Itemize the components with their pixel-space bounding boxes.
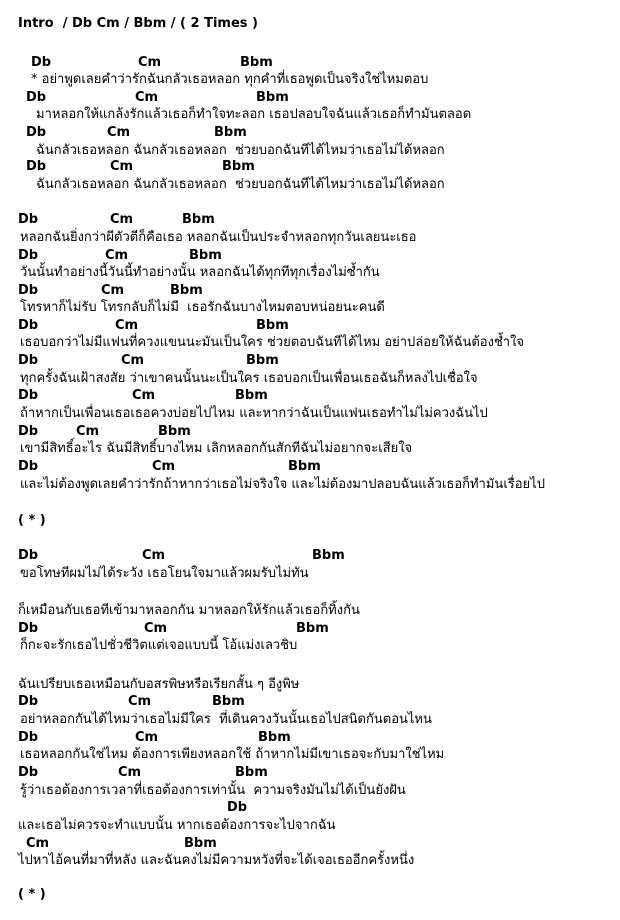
chord-line <box>0 799 620 816</box>
chord-label: Bbm <box>182 212 215 227</box>
chorus-marker-line <box>0 512 620 529</box>
chord-label: Bbm <box>246 353 279 368</box>
chord-line <box>0 89 620 106</box>
lyric-text: เธอบอกว่าไม่มีแฟนที่ควงแขนนะมันเป็นใคร ช่วยตอบฉันทีได้ไหม อย่าปล่อยให้ฉันต้องช้ำใจ <box>20 335 525 350</box>
lyric-line <box>0 711 620 728</box>
chord-label: Db <box>18 424 39 439</box>
chord-label: Cm <box>144 621 168 636</box>
chord-label: Db <box>18 318 39 333</box>
chord-label: Db <box>227 800 248 815</box>
chord-line <box>0 620 620 637</box>
chord-label: Bbm <box>184 836 217 851</box>
chord-label: Db <box>26 159 47 174</box>
lyric-text: วันนั้นทำอย่างนี้วันนี้ทำอย่างนั้น หลอกฉันได้ทุกทีทุกเรื่องไม่ซ้ำกัน <box>20 265 380 280</box>
chord-line <box>0 282 620 299</box>
chord-label: Bbm <box>296 621 329 636</box>
lyric-text: เธอหลอกกันใช่ไหม ต้องการเพียงหลอกใช้ ถ้าหากไม่มีเขาเธอจะกับมาใช่ไหม <box>20 747 445 762</box>
chord-label: Db <box>18 212 39 227</box>
chord-label: Cm <box>110 212 134 227</box>
lyric-line <box>0 676 620 693</box>
lyric-line <box>0 71 620 88</box>
lyric-text: รู้ว่าเธอต้องการเวลาที่เธอต้องการเท่านั้น ความจริงมันไม่ได้เป็นยังฝัน <box>20 783 406 798</box>
lyric-line <box>0 782 620 799</box>
lyric-line <box>0 476 620 493</box>
lyric-text: อย่าหลอกกันได้ไหมว่าเธอไม่มีใคร ที่เดินควงวันนั้นเธอไปสนิดกันตอนไหน <box>20 712 432 727</box>
lyric-line <box>0 637 620 654</box>
chord-label: Cm <box>138 55 162 70</box>
lyric-text: ฉันกลัวเธอหลอก ฉันกลัวเธอหลอก ช่วยบอกฉันทีได้ไหมว่าเธอไม่ได้หลอก <box>36 143 445 158</box>
lyric-line <box>0 370 620 387</box>
lyric-line <box>0 142 620 159</box>
chord-label: Bbm <box>212 694 245 709</box>
lyric-text: ก็กะจะรักเธอไปชั่วชีวิตแต่เจอแบบนี้ โอ้แม่งเลวชิบ <box>20 638 298 653</box>
chord-label: Cm <box>118 765 142 780</box>
chord-line <box>0 835 620 852</box>
lyric-text: เขามีสิทธิ์อะไร ฉันมีสิทธิ์บางไหม เลิกหลอกกันสักทีฉันไม่อยากจะเสียใจ <box>20 441 413 456</box>
chord-line <box>0 458 620 475</box>
chorus-marker-line <box>0 886 620 903</box>
lyric-line <box>0 229 620 246</box>
chord-label: Bbm <box>258 730 291 745</box>
lyric-text: โทรหาก็ไม่รับ โทรกลับก็ไม่มี เธอรักฉันบางไหมตอบหน่อยนะคนดี <box>20 300 385 315</box>
chord-line <box>0 352 620 369</box>
lyric-line <box>0 106 620 123</box>
chord-label: Bbm <box>288 459 321 474</box>
chorus-marker: ( * ) <box>18 887 46 902</box>
lyric-text: ขอโทษทีผมไม่ได้ระวัง เธอโยนใจมาแล้วผมรับไม่ทัน <box>20 566 309 581</box>
chord-label: Bbm <box>235 765 268 780</box>
chord-label: Db <box>18 388 39 403</box>
chord-label: Db <box>18 283 39 298</box>
chord-line <box>0 387 620 404</box>
chord-label: Cm <box>26 836 50 851</box>
lyric-text: ทุกครั้งฉันเฝ้าสงสัย ว่าเขาคนนั้นนะเป็นใคร เธอบอกเป็นเพื่อนเธอฉันก็หลงไปเชื่อใจ <box>20 371 478 386</box>
chord-label: Db <box>18 548 39 563</box>
chord-label: Bbm <box>189 248 222 263</box>
chord-label: Bbm <box>170 283 203 298</box>
chord-label: Db <box>18 459 39 474</box>
chord-line <box>0 124 620 141</box>
chord-label: Bbm <box>158 424 191 439</box>
chord-label: Bbm <box>235 388 268 403</box>
chorus-marker: ( * ) <box>18 513 46 528</box>
chord-label: Db <box>18 765 39 780</box>
lyric-text: ฉันกลัวเธอหลอก ฉันกลัวเธอหลอก ช่วยบอกฉันทีได้ไหมว่าเธอไม่ได้หลอก <box>36 177 445 192</box>
lyric-line <box>0 334 620 351</box>
chord-label: Cm <box>135 730 159 745</box>
lyric-line <box>0 852 620 869</box>
lyric-text: ฉันเปรียบเธอเหมือนกับอสรพิษหรือเรียกสั้น ๆ อีงูพิษ <box>18 677 300 692</box>
lyric-line <box>0 565 620 582</box>
lyric-text: และไม่ต้องพูดเลยคำว่ารักถ้าหากว่าเธอไม่จริงใจ และไม่ต้องมาปลอบฉันแล้วเธอก็ทำมันเรื่อยไป <box>20 477 545 492</box>
lyric-line <box>0 405 620 422</box>
chord-label: Bbm <box>256 318 289 333</box>
chord-label: Db <box>31 55 52 70</box>
chord-label: Cm <box>105 248 129 263</box>
chord-label: Cm <box>128 694 152 709</box>
chord-line <box>0 423 620 440</box>
intro-line <box>0 15 620 32</box>
lyric-text: ไปหาไอ้คนที่มาที่หลัง และฉันคงไม่มีความหวังที่จะได้เจอเธออีกครั้งหนึ่ง <box>18 853 415 868</box>
chord-label: Db <box>26 90 47 105</box>
lyric-text: และเธอไม่ควรจะทำแบบนั้น หากเธอต้องการจะไปจากฉัน <box>18 818 336 833</box>
chord-label: Cm <box>110 159 134 174</box>
chord-label: Bbm <box>214 125 247 140</box>
chord-line <box>0 211 620 228</box>
chord-line <box>0 729 620 746</box>
chord-label: Cm <box>152 459 176 474</box>
lyric-line <box>0 440 620 457</box>
chord-line <box>0 54 620 71</box>
chord-label: Db <box>18 248 39 263</box>
lyric-text: หลอกฉันยิ่งกว่าผีตัวตีก็คือเธอ หลอกฉันเป็นประจำหลอกทุกวันเลยนะเธอ <box>20 230 417 245</box>
chord-label: Db <box>18 730 39 745</box>
chord-line <box>0 158 620 175</box>
chord-label: Bbm <box>312 548 345 563</box>
chord-label: Db <box>18 353 39 368</box>
chord-label: Cm <box>107 125 131 140</box>
lyric-text: * อย่าพูดเลยคำว่ารักฉันกลัวเธอหลอก ทุกคำที่เธอพูดเป็นจริงใช่ไหมตอบ <box>31 72 429 87</box>
lyric-line <box>0 176 620 193</box>
chord-label: Db <box>26 125 47 140</box>
chord-label: Bbm <box>240 55 273 70</box>
lyric-text: มาหลอกให้แกล้งรักแล้วเธอก็ทำใจทะลอก เธอปลอบใจฉันแล้วเธอก็ทำมันตลอด <box>36 107 472 122</box>
chord-line <box>0 317 620 334</box>
lyric-line <box>0 602 620 619</box>
chord-label: Cm <box>101 283 125 298</box>
chord-label: Bbm <box>222 159 255 174</box>
lyric-line <box>0 264 620 281</box>
lyric-text: ก็เหมือนกับเธอทีเข้ามาหลอกกัน มาหลอกให้รักแล้วเธอก็ทิ้งกัน <box>18 603 360 618</box>
chord-line <box>0 247 620 264</box>
chord-label: Cm <box>135 90 159 105</box>
chord-label: Cm <box>132 388 156 403</box>
chord-label: Cm <box>76 424 100 439</box>
lyric-line <box>0 746 620 763</box>
chord-label: Db <box>18 621 39 636</box>
chord-label: Cm <box>121 353 145 368</box>
chord-label: Bbm <box>256 90 289 105</box>
lyric-line <box>0 817 620 834</box>
chord-label: Db <box>18 694 39 709</box>
lyric-line <box>0 299 620 316</box>
lyric-text: ถ้าหากเป็นเพื่อนเธอเธอควงบ่อยไปไหม และหากว่าฉันเป็นแฟนเธอทำไม่ไม่ควงฉันไป <box>20 406 488 421</box>
chord-label: Cm <box>142 548 166 563</box>
chord-line <box>0 764 620 781</box>
chord-line <box>0 547 620 564</box>
chord-label: Cm <box>115 318 139 333</box>
intro-text: Intro / Db Cm / Bbm / ( 2 Times ) <box>18 16 258 31</box>
chord-line <box>0 693 620 710</box>
